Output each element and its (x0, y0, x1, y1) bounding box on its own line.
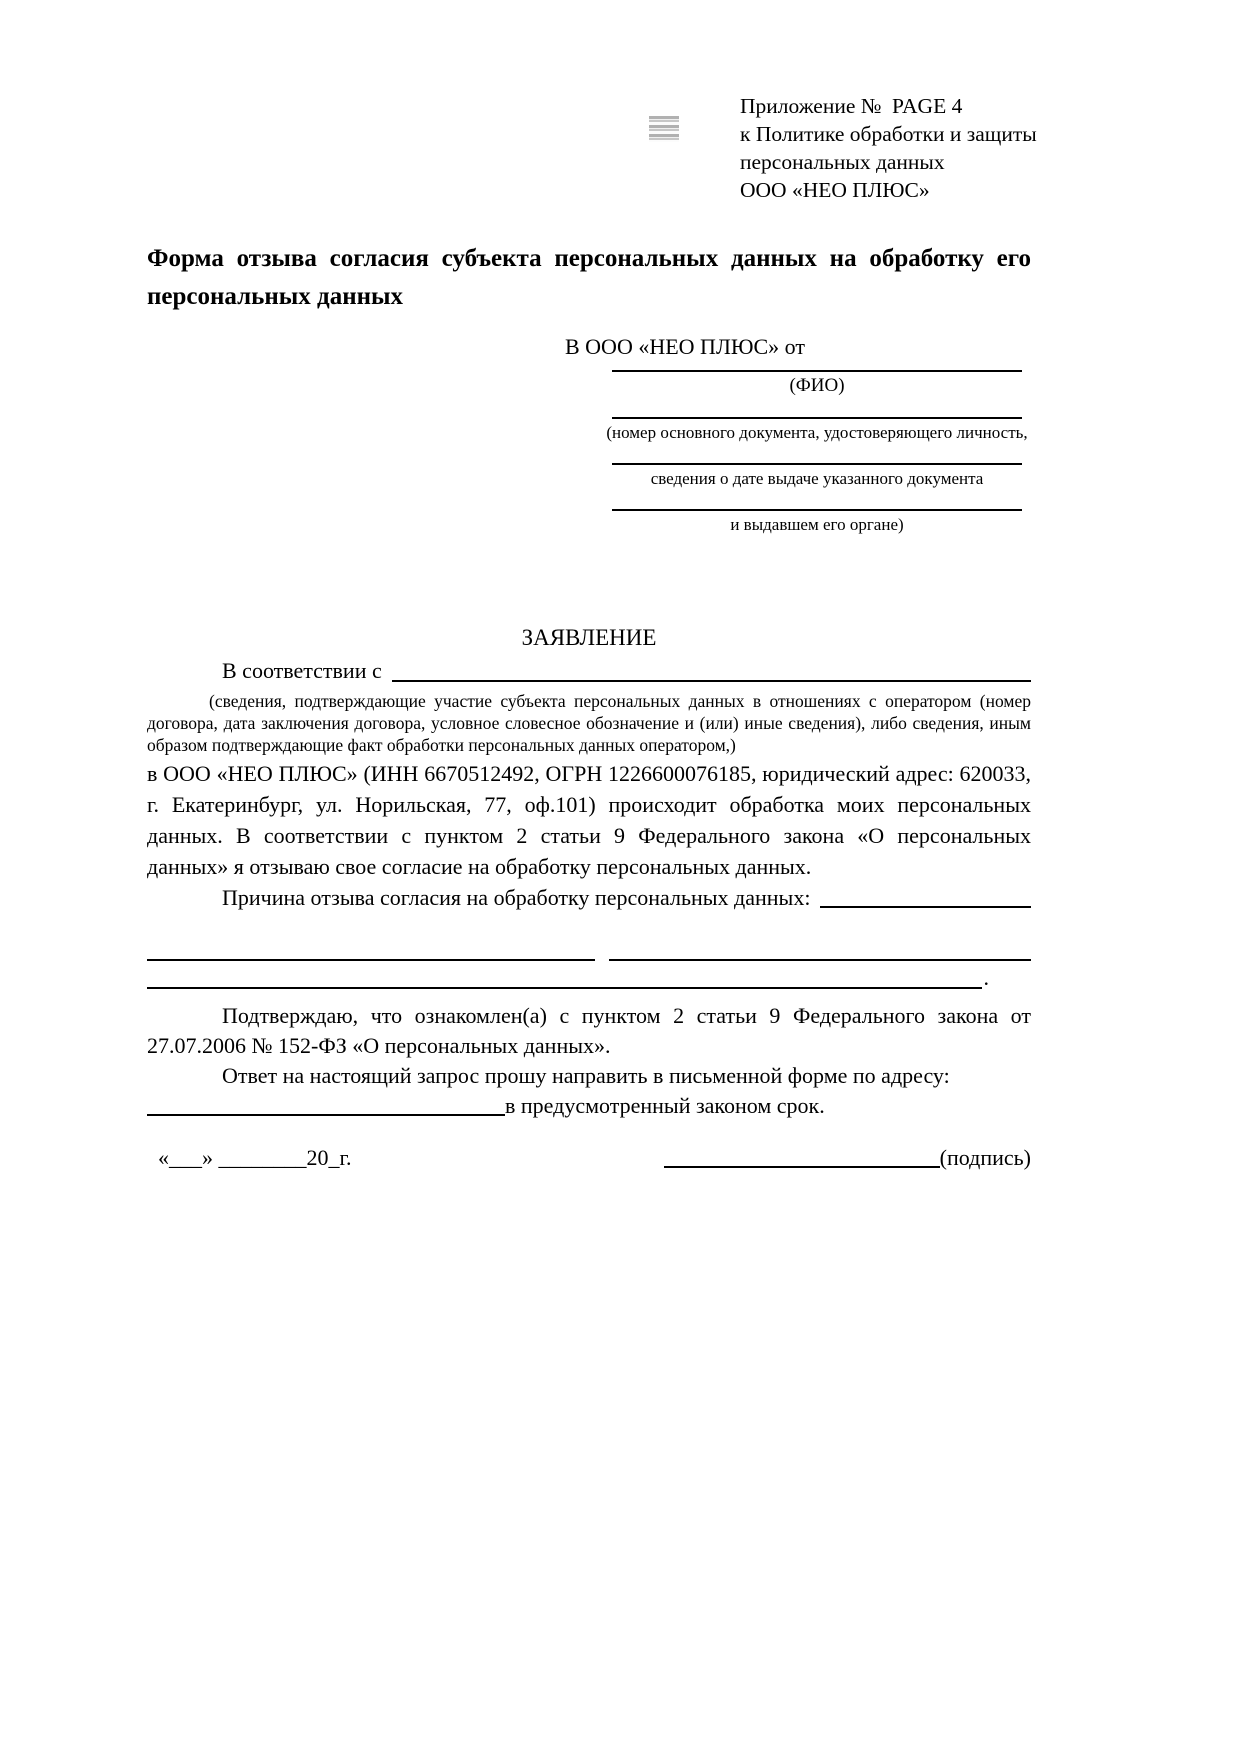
reason-blank-line-1 (147, 933, 1031, 963)
reply-address-line (147, 1091, 1031, 1121)
reason-blank-fill-line[interactable] (147, 963, 982, 989)
scan-smudge-icon (649, 116, 679, 142)
date-signature-row (147, 1143, 1031, 1173)
signature-group (664, 1143, 1031, 1173)
fio-field (612, 370, 1022, 397)
statement-paragraph: в ООО «НЕО ПЛЮС» (ИНН 6670512492, ОГРН 1226600076185, юридический адрес: 620033, г. Екатеринбург, ул. Норильская, 77, оф.101) происходит обработка моих персональных данных. В соответствии с пунктом 2 статьи 9 Федерального закона «О персональных данных» я отзываю свое согласие на обработку персональных данных. (147, 761, 1031, 879)
basis-fill-line[interactable] (392, 680, 1031, 682)
appendix-header-line: к Политике обработки и защиты (740, 122, 1037, 146)
reply-suffix: в предусмотренный законом срок. (505, 1093, 825, 1118)
document-title: Форма отзыва согласия субъекта персональных данных на обработку его персональных данных (147, 245, 1031, 310)
statement-heading: ЗАЯВЛЕНИЕ (521, 625, 657, 650)
reply-request-line: Ответ на настоящий запрос прошу направить в письменной форме по адресу: (222, 1063, 950, 1088)
address-fill-line[interactable] (147, 1114, 505, 1116)
date-blank: «___» ________20_г. (158, 1145, 352, 1170)
issue-date-field (612, 463, 1022, 489)
addressee-block (565, 333, 1028, 535)
intro-line (147, 656, 1031, 686)
confirmation-paragraph: Подтверждаю, что ознакомлен(а) с пунктом 2 статьи 9 Федерального закона от 27.07.2006 № 152-ФЗ «О персональных данных». (147, 1003, 1031, 1058)
intro-prefix: В соответствии с (222, 658, 382, 683)
addressee-fields (606, 370, 1028, 535)
reason-blank-fill-line[interactable] (147, 933, 595, 961)
appendix-header-line: ООО «НЕО ПЛЮС» (740, 178, 930, 202)
appendix-header-line: персональных данных (740, 150, 945, 174)
issue-date-caption: сведения о дате выдаче указанного документа (650, 469, 984, 488)
issuing-authority-field (612, 509, 1022, 535)
fine-print-note: (сведения, подтверждающие участие субъекта персональных данных в отношениях с оператором (номер договора, дата заключения договора, условное словесное обозначение и (или) иные сведения), либо сведения, иным образом подтверждающие факт обработки персональных данных оператором,) (147, 691, 1031, 755)
reason-blank-line-2 (147, 963, 989, 993)
document-number-field (606, 417, 1028, 443)
blank-line-period: . (983, 965, 989, 990)
document-number-caption: (номер основного документа, удостоверяющего личность, (606, 423, 1028, 442)
statement-body-block (147, 656, 1031, 1121)
appendix-header (740, 92, 1037, 204)
signature-caption: (подпись) (939, 1145, 1031, 1170)
appendix-header-line: Приложение № PAGE 4 (740, 94, 963, 118)
reason-fill-line[interactable] (820, 906, 1031, 908)
reason-blank-fill-line[interactable] (609, 933, 1031, 961)
reason-label: Причина отзыва согласия на обработку персональных данных: (222, 885, 811, 910)
signature-fill-line[interactable] (664, 1166, 940, 1168)
issuing-authority-caption: и выдавшем его органе) (730, 515, 904, 534)
reason-line (147, 882, 1031, 913)
addressee-to-line: В ООО «НЕО ПЛЮС» от (565, 334, 805, 359)
fio-caption: (ФИО) (789, 375, 845, 396)
